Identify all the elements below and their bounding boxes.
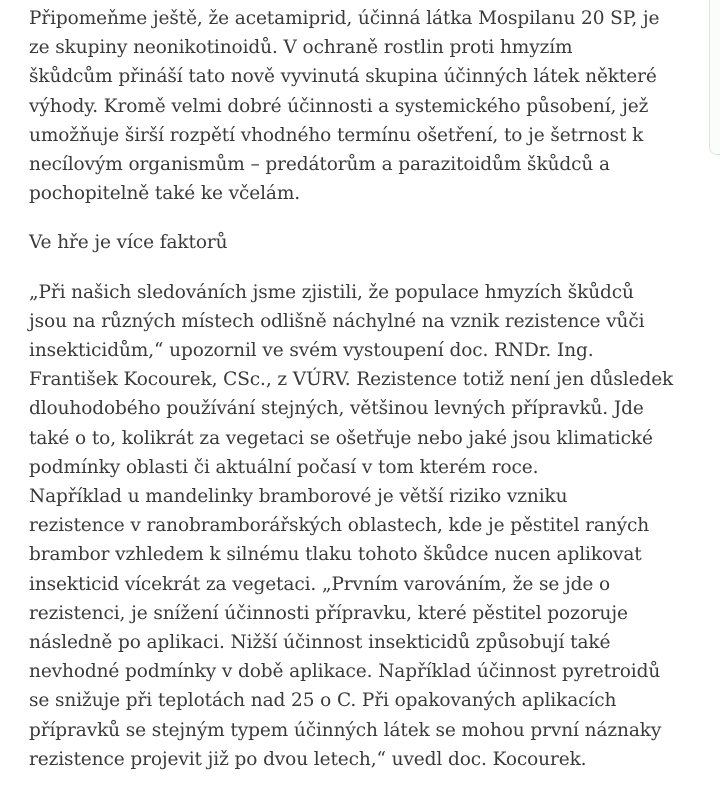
article-body bbox=[29, 4, 693, 774]
example-paragraph: Například u mandelinky bramborové je větší riziko vzniku rezistence v ranobramborářských oblastech, kde je pěstitel raných brambor vzhledem k silnému tlaku tohoto škůdce nucen aplikovat insekticid vícekrát za vegetaci. „Prvním varováním, že se jde o rezistenci, je snížení účinnosti přípravku, které pěstitel pozoruje následně po aplikaci. Nižší účinnost insekticidů způsobují také nevhodné podmínky v době aplikace. Například účinnost pyretroidů se snižuje při teplotách nad 25 o C. Při opakovaných aplikacích přípravků se stejným typem účinných látek se mohou první náznaky rezistence projevit již po dvou letech,“ uvedl doc. Kocourek. bbox=[29, 486, 662, 770]
section-subheading: Ve hře je více faktorů bbox=[29, 232, 228, 254]
side-panel-edge bbox=[709, 0, 720, 155]
quote-paragraph: „Při našich sledováních jsme zjistili, že populace hmyzích škůdců jsou na různých místech odlišně náchylné na vznik rezistence vůči insekticidům,“ upozornil ve svém vystoupení doc. RNDr. Ing. František Kocourek, CSc., z VÚRV. Rezistence totiž není jen důsledek dlouhodobého používání stejných, většinou levných přípravků. Jde také o to, kolikrát za vegetaci se ošetřuje nebo jaké jsou klimatické podmínky oblasti či aktuální počasí v tom kterém roce. bbox=[29, 281, 674, 478]
intro-paragraph: Připomeňme ještě, že acetamiprid, účinná látka Mospilanu 20 SP, je ze skupiny neonikotinoidů. V ochraně rostlin proti hmyzím škůdcům přináší tato nově vyvinutá skupina účinných látek některé výhody. Kromě velmi dobré účinnosti a systemického působení, jež umožňuje širší rozpětí vhodného termínu ošetření, to je šetrnost k necílovým organismům – predátorům a parazitoidům škůdců a pochopitelně také ke včelám. bbox=[29, 8, 660, 205]
